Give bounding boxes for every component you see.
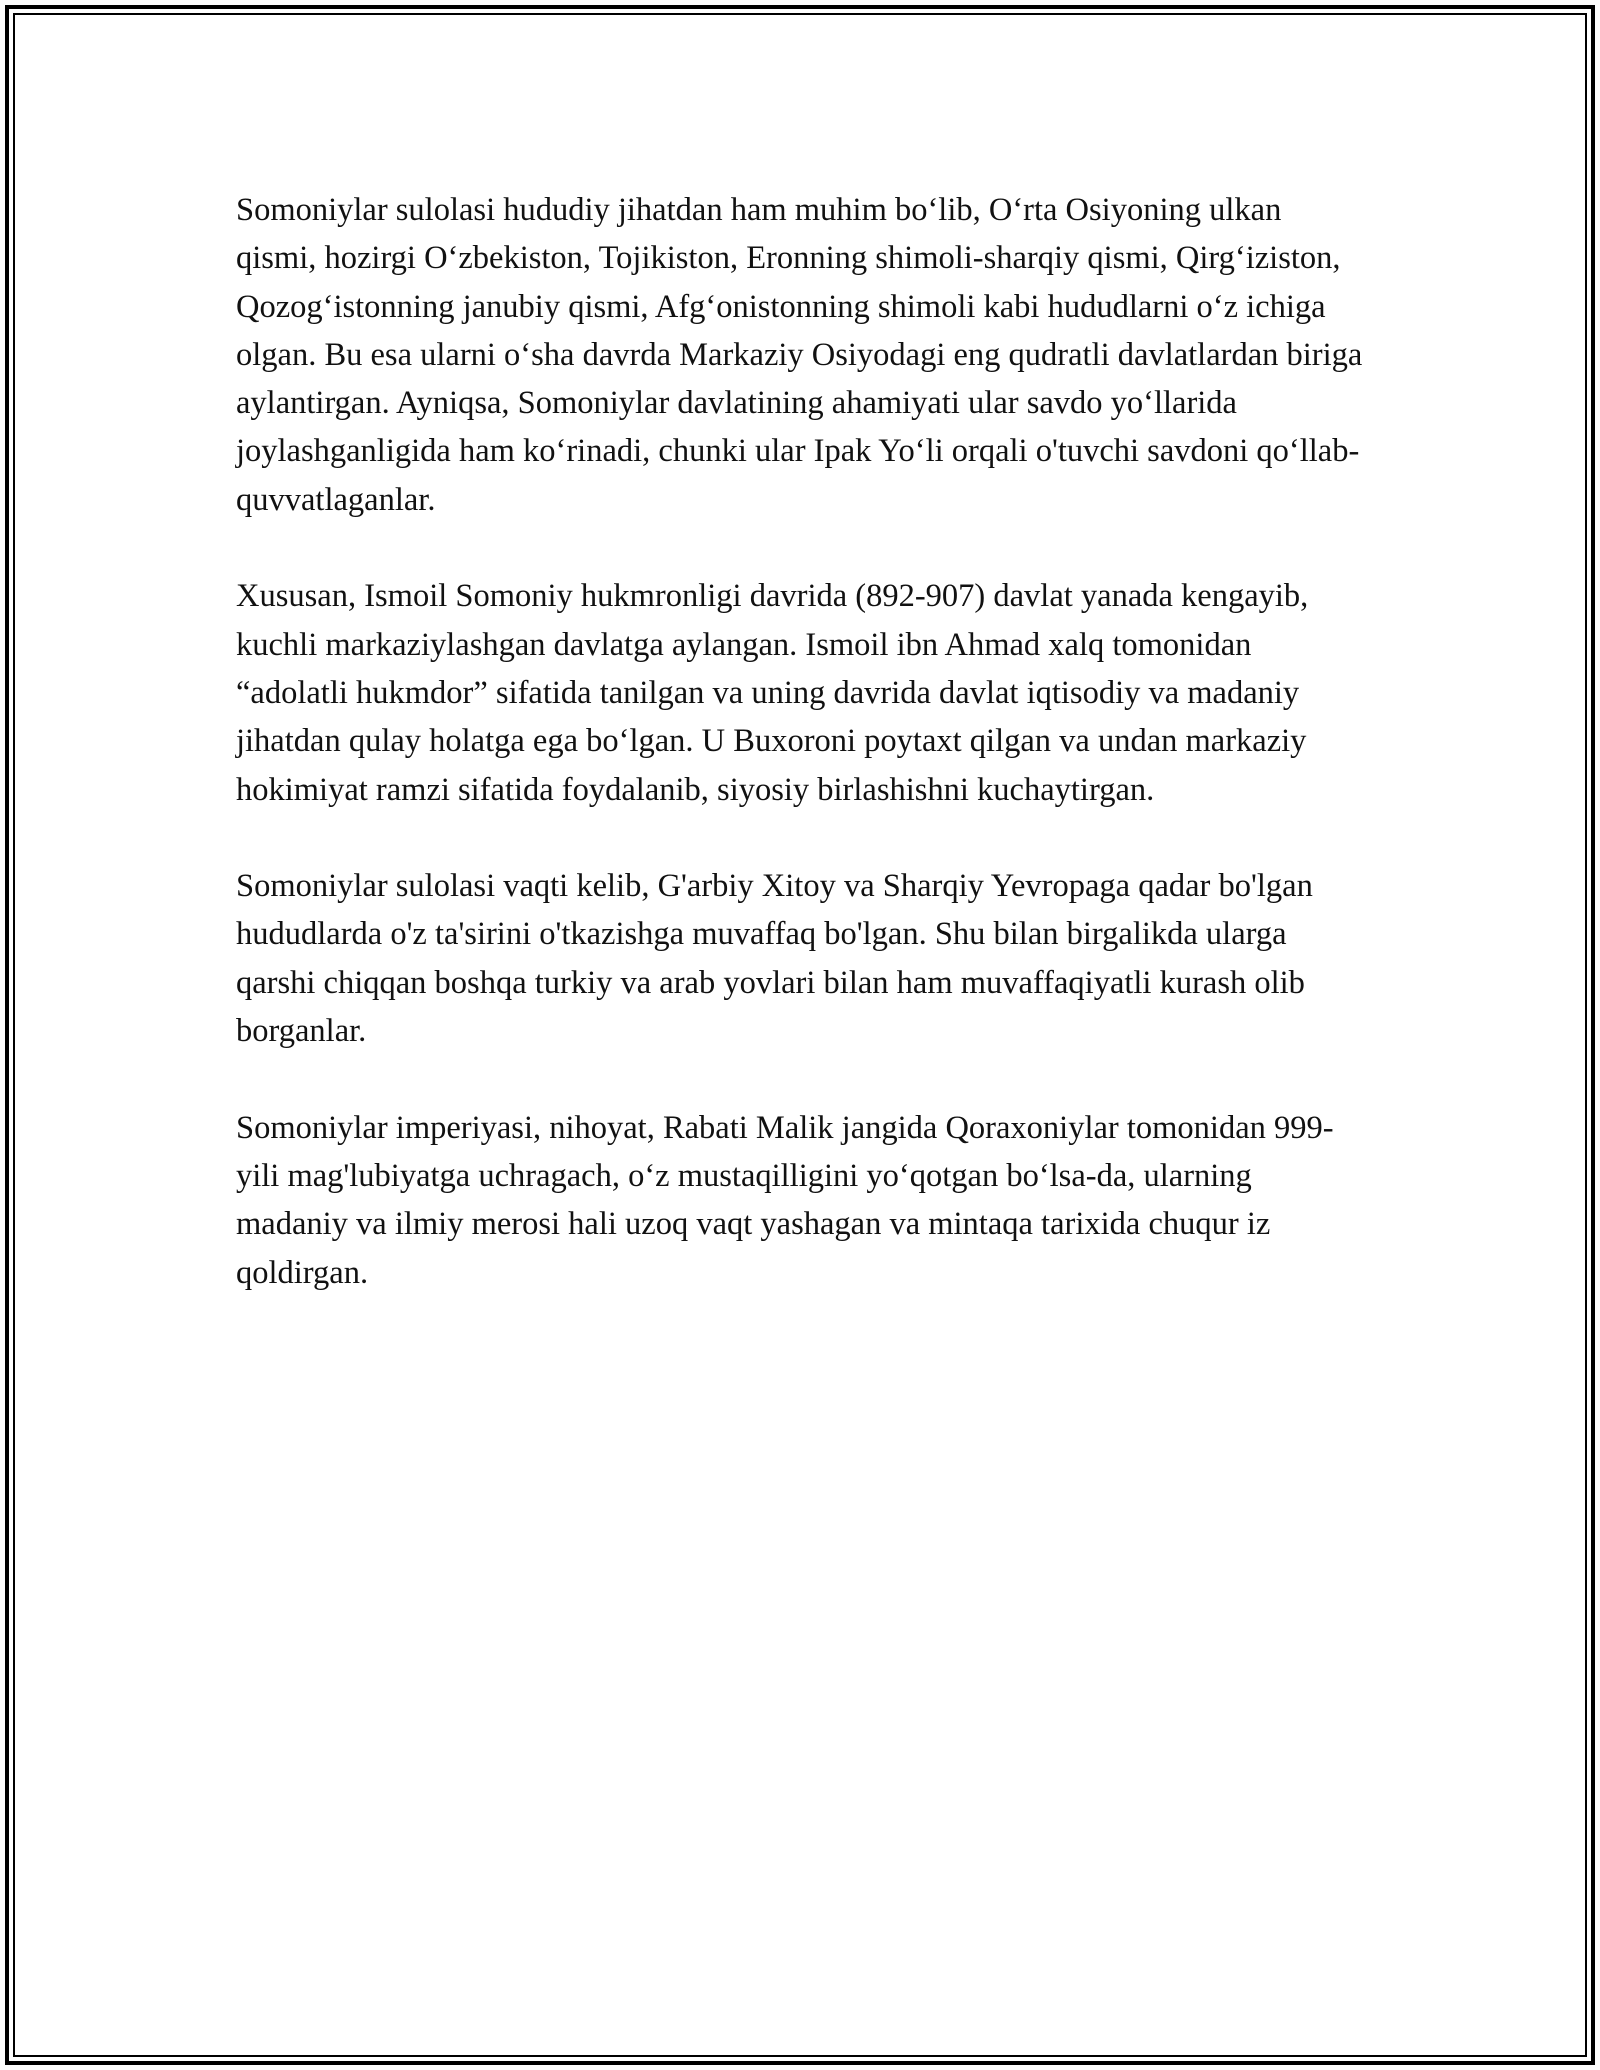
document-body xyxy=(236,186,1366,1345)
paragraph-2: Xususan, Ismoil Somoniy hukmronligi davrida (892-907) davlat yanada kengayib, kuchli markaziylashgan davlatga aylangan. Ismoil ibn Ahmad xalq tomonidan “adolatli hukmdor” sifatida tanilgan va uning davrida davlat iqtisodiy va madaniy jihatdan qulay holatga ega bo‘lgan. U Buxoroni poytaxt qilgan va undan markaziy hokimiyat ramzi sifatida foydalanib, siyosiy birlashishni kuchaytirgan. xyxy=(236,578,1309,808)
paragraph-1: Somoniylar sulolasi hududiy jihatdan ham muhim bo‘lib, O‘rta Osiyoning ulkan qismi, hozirgi O‘zbekiston, Tojikiston, Eronning shimoli-sharqiy qismi, Qirg‘iziston, Qozog‘istonning janubiy qismi, Afg‘onistonning shimoli kabi hududlarni o‘z ichiga olgan. Bu esa ularni o‘sha davrda Markaziy Osiyodagi eng qudratli davlatlardan biriga aylantirgan. Ayniqsa, Somoniylar davlatining ahamiyati ular savdo yo‘llarida joylashganligida ham ko‘rinadi, chunki ular Ipak Yo‘li orqali o'tuvchi savdoni qo‘llab-quvvatlaganlar. xyxy=(236,192,1363,518)
paragraph-3: Somoniylar sulolasi vaqti kelib, G'arbiy Xitoy va Sharqiy Yevropaga qadar bo'lgan hududlarda o'z ta'sirini o'tkazishga muvaffaq bo'lgan. Shu bilan birgalikda ularga qarshi chiqqan boshqa turkiy va arab yovlari bilan ham muvaffaqiyatli kurash olib borganlar. xyxy=(236,868,1313,1050)
paragraph-4: Somoniylar imperiyasi, nihoyat, Rabati Malik jangida Qoraxoniylar tomonidan 999-yili mag'lubiyatga uchragach, o‘z mustaqilligini yo‘qotgan bo‘lsa-da, ularning madaniy va ilmiy merosi hali uzoq vaqt yashagan va mintaqa tarixida chuqur iz qoldirgan. xyxy=(236,1109,1334,1291)
